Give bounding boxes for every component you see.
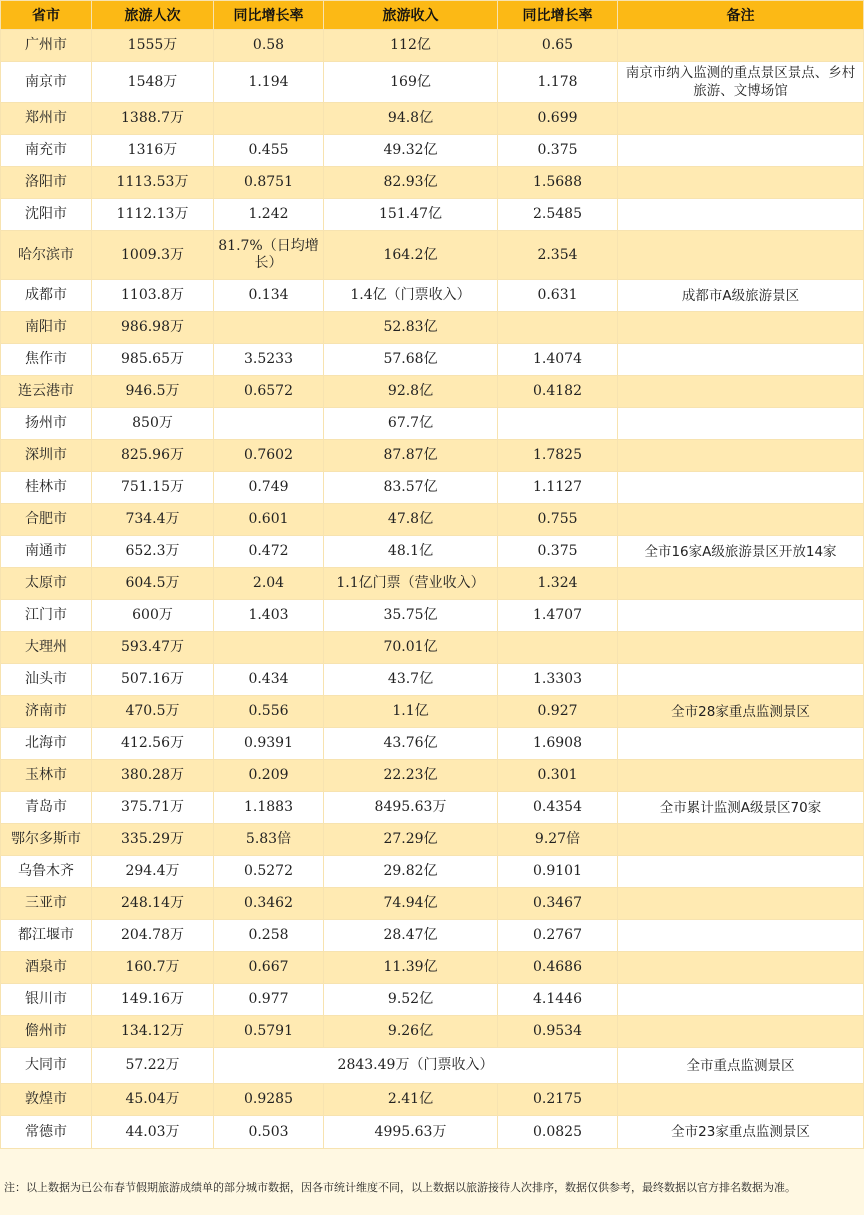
revenue-cell: 8495.63万 <box>324 792 498 824</box>
note-cell <box>618 103 864 135</box>
note-cell <box>618 504 864 536</box>
revenue-cell: 87.87亿 <box>324 440 498 472</box>
note-cell <box>618 1084 864 1116</box>
note-cell <box>618 30 864 62</box>
city-cell: 江门市 <box>1 600 92 632</box>
table-row <box>1 312 864 344</box>
city-cell: 南通市 <box>1 536 92 568</box>
note-cell <box>618 664 864 696</box>
revenue-growth-cell: 0.375 <box>498 536 618 568</box>
table-row <box>1 952 864 984</box>
revenue-cell: 82.93亿 <box>324 167 498 199</box>
revenue-cell: 27.29亿 <box>324 824 498 856</box>
note-cell <box>618 984 864 1016</box>
city-cell: 酒泉市 <box>1 952 92 984</box>
note-cell <box>618 440 864 472</box>
note-cell <box>618 231 864 280</box>
footnote: 注：以上数据为已公布春节假期旅游成绩单的部分城市数据，因各市统计维度不同，以上数据以旅游接待人次排序，数据仅供参考，最终数据以官方排名数据为准。 <box>0 1174 864 1202</box>
revenue-growth-cell: 1.7825 <box>498 440 618 472</box>
city-cell: 乌鲁木齐 <box>1 856 92 888</box>
header-row <box>1 1 864 30</box>
header-city: 省市 <box>1 1 92 30</box>
table-row <box>1 1116 864 1149</box>
table-row <box>1 664 864 696</box>
table-row <box>1 30 864 62</box>
city-cell: 广州市 <box>1 30 92 62</box>
visitors-cell: 134.12万 <box>92 1016 214 1048</box>
city-cell: 北海市 <box>1 728 92 760</box>
table-row <box>1 856 864 888</box>
visitor-growth-cell: 0.58 <box>214 30 324 62</box>
note-cell <box>618 312 864 344</box>
city-cell: 青岛市 <box>1 792 92 824</box>
note-cell <box>618 344 864 376</box>
revenue-growth-cell: 0.699 <box>498 103 618 135</box>
revenue-cell: 164.2亿 <box>324 231 498 280</box>
revenue-cell: 11.39亿 <box>324 952 498 984</box>
visitor-growth-cell: 0.556 <box>214 696 324 728</box>
table-row <box>1 1016 864 1048</box>
visitor-growth-cell: 0.667 <box>214 952 324 984</box>
header-revenue-growth: 同比增长率 <box>498 1 618 30</box>
revenue-cell: 67.7亿 <box>324 408 498 440</box>
visitors-cell: 652.3万 <box>92 536 214 568</box>
revenue-cell: 1.4亿（门票收入） <box>324 280 498 312</box>
visitor-growth-cell: 0.455 <box>214 135 324 167</box>
visitor-growth-cell: 0.5791 <box>214 1016 324 1048</box>
note-cell: 全市累计监测A级景区70家 <box>618 792 864 824</box>
table-row <box>1 103 864 135</box>
visitor-growth-cell: 1.242 <box>214 199 324 231</box>
revenue-cell: 28.47亿 <box>324 920 498 952</box>
visitor-growth-cell <box>214 408 324 440</box>
table-row <box>1 231 864 280</box>
note-cell: 全市16家A级旅游景区开放14家 <box>618 536 864 568</box>
city-cell: 都江堰市 <box>1 920 92 952</box>
revenue-growth-cell: 0.375 <box>498 135 618 167</box>
revenue-growth-cell: 1.324 <box>498 568 618 600</box>
revenue-cell: 169亿 <box>324 62 498 103</box>
table-row <box>1 824 864 856</box>
note-cell <box>618 408 864 440</box>
revenue-growth-cell: 0.2175 <box>498 1084 618 1116</box>
visitor-growth-cell: 0.503 <box>214 1116 324 1149</box>
city-cell: 洛阳市 <box>1 167 92 199</box>
visitor-growth-cell: 0.8751 <box>214 167 324 199</box>
note-cell <box>618 472 864 504</box>
visitors-cell: 1103.8万 <box>92 280 214 312</box>
table-row <box>1 568 864 600</box>
revenue-growth-cell: 0.4686 <box>498 952 618 984</box>
visitor-growth-cell: 0.9391 <box>214 728 324 760</box>
visitor-growth-cell: 1.194 <box>214 62 324 103</box>
note-cell <box>618 888 864 920</box>
table-row <box>1 504 864 536</box>
table-row <box>1 920 864 952</box>
table-row <box>1 472 864 504</box>
visitor-growth-cell: 0.3462 <box>214 888 324 920</box>
revenue-cell: 83.57亿 <box>324 472 498 504</box>
visitor-growth-cell: 0.472 <box>214 536 324 568</box>
visitors-cell: 160.7万 <box>92 952 214 984</box>
revenue-growth-cell: 0.4182 <box>498 376 618 408</box>
visitors-cell: 1009.3万 <box>92 231 214 280</box>
revenue-growth-cell <box>498 312 618 344</box>
table-row <box>1 408 864 440</box>
city-cell: 哈尔滨市 <box>1 231 92 280</box>
table-row <box>1 376 864 408</box>
visitor-growth-cell: 0.749 <box>214 472 324 504</box>
header-visitor-growth: 同比增长率 <box>214 1 324 30</box>
revenue-cell: 94.8亿 <box>324 103 498 135</box>
note-cell: 全市28家重点监测景区 <box>618 696 864 728</box>
table-row <box>1 280 864 312</box>
visitors-cell: 45.04万 <box>92 1084 214 1116</box>
note-cell: 全市重点监测景区 <box>618 1048 864 1084</box>
revenue-cell: 49.32亿 <box>324 135 498 167</box>
table-row <box>1 344 864 376</box>
table-body <box>1 30 864 1149</box>
revenue-cell: 43.7亿 <box>324 664 498 696</box>
revenue-growth-cell: 1.3303 <box>498 664 618 696</box>
visitors-cell: 946.5万 <box>92 376 214 408</box>
visitor-growth-cell: 0.601 <box>214 504 324 536</box>
note-cell <box>618 920 864 952</box>
visitors-cell: 825.96万 <box>92 440 214 472</box>
city-cell: 玉林市 <box>1 760 92 792</box>
visitor-growth-cell: 81.7%（日均增长） <box>214 231 324 280</box>
visitor-growth-cell: 0.9285 <box>214 1084 324 1116</box>
visitor-growth-cell: 0.134 <box>214 280 324 312</box>
city-cell: 焦作市 <box>1 344 92 376</box>
city-cell: 银川市 <box>1 984 92 1016</box>
city-cell: 大同市 <box>1 1048 92 1084</box>
city-cell: 合肥市 <box>1 504 92 536</box>
table-row <box>1 167 864 199</box>
revenue-growth-cell: 1.6908 <box>498 728 618 760</box>
note-cell <box>618 952 864 984</box>
revenue-growth-cell: 4.1446 <box>498 984 618 1016</box>
note-cell <box>618 135 864 167</box>
revenue-cell: 52.83亿 <box>324 312 498 344</box>
visitors-cell: 412.56万 <box>92 728 214 760</box>
header-revenue: 旅游收入 <box>324 1 498 30</box>
city-cell: 三亚市 <box>1 888 92 920</box>
note-cell: 南京市纳入监测的重点景区景点、乡村旅游、文博场馆 <box>618 62 864 103</box>
revenue-cell: 2843.49万（门票收入） <box>214 1048 618 1084</box>
revenue-growth-cell: 1.178 <box>498 62 618 103</box>
revenue-growth-cell <box>498 408 618 440</box>
revenue-growth-cell: 0.4354 <box>498 792 618 824</box>
city-cell: 南京市 <box>1 62 92 103</box>
revenue-growth-cell: 1.5688 <box>498 167 618 199</box>
revenue-growth-cell: 9.27倍 <box>498 824 618 856</box>
note-cell <box>618 167 864 199</box>
revenue-cell: 48.1亿 <box>324 536 498 568</box>
revenue-growth-cell: 0.0825 <box>498 1116 618 1149</box>
note-cell <box>618 824 864 856</box>
table-row <box>1 792 864 824</box>
city-cell: 桂林市 <box>1 472 92 504</box>
city-cell: 深圳市 <box>1 440 92 472</box>
visitor-growth-cell: 1.403 <box>214 600 324 632</box>
visitors-cell: 850万 <box>92 408 214 440</box>
visitor-growth-cell: 0.258 <box>214 920 324 952</box>
visitor-growth-cell: 0.5272 <box>214 856 324 888</box>
revenue-cell: 29.82亿 <box>324 856 498 888</box>
revenue-cell: 151.47亿 <box>324 199 498 231</box>
city-cell: 成都市 <box>1 280 92 312</box>
table-row <box>1 600 864 632</box>
visitors-cell: 1388.7万 <box>92 103 214 135</box>
city-cell: 常德市 <box>1 1116 92 1149</box>
visitor-growth-cell: 2.04 <box>214 568 324 600</box>
revenue-cell: 1.1亿门票（营业收入） <box>324 568 498 600</box>
table-row <box>1 728 864 760</box>
visitors-cell: 1113.53万 <box>92 167 214 199</box>
visitors-cell: 986.98万 <box>92 312 214 344</box>
visitors-cell: 335.29万 <box>92 824 214 856</box>
visitors-cell: 380.28万 <box>92 760 214 792</box>
note-cell <box>618 856 864 888</box>
city-cell: 南阳市 <box>1 312 92 344</box>
visitors-cell: 507.16万 <box>92 664 214 696</box>
revenue-growth-cell: 2.354 <box>498 231 618 280</box>
table-row <box>1 536 864 568</box>
revenue-cell: 9.52亿 <box>324 984 498 1016</box>
visitor-growth-cell: 1.1883 <box>214 792 324 824</box>
visitors-cell: 1112.13万 <box>92 199 214 231</box>
table-row <box>1 760 864 792</box>
visitors-cell: 985.65万 <box>92 344 214 376</box>
city-cell: 敦煌市 <box>1 1084 92 1116</box>
visitor-growth-cell: 0.434 <box>214 664 324 696</box>
note-cell <box>618 376 864 408</box>
revenue-cell: 74.94亿 <box>324 888 498 920</box>
note-cell <box>618 760 864 792</box>
revenue-growth-cell: 0.9534 <box>498 1016 618 1048</box>
revenue-cell: 43.76亿 <box>324 728 498 760</box>
visitor-growth-cell: 5.83倍 <box>214 824 324 856</box>
revenue-cell: 70.01亿 <box>324 632 498 664</box>
city-cell: 南充市 <box>1 135 92 167</box>
header-visitors: 旅游人次 <box>92 1 214 30</box>
city-cell: 太原市 <box>1 568 92 600</box>
revenue-cell: 112亿 <box>324 30 498 62</box>
city-cell: 济南市 <box>1 696 92 728</box>
header-note: 备注 <box>618 1 864 30</box>
revenue-cell: 22.23亿 <box>324 760 498 792</box>
note-cell <box>618 600 864 632</box>
visitors-cell: 734.4万 <box>92 504 214 536</box>
city-cell: 汕头市 <box>1 664 92 696</box>
table-row <box>1 1084 864 1116</box>
note-cell: 全市23家重点监测景区 <box>618 1116 864 1149</box>
visitors-cell: 57.22万 <box>92 1048 214 1084</box>
table-row <box>1 135 864 167</box>
visitors-cell: 751.15万 <box>92 472 214 504</box>
visitors-cell: 1548万 <box>92 62 214 103</box>
city-cell: 大理州 <box>1 632 92 664</box>
table-row <box>1 632 864 664</box>
revenue-cell: 4995.63万 <box>324 1116 498 1149</box>
city-cell: 儋州市 <box>1 1016 92 1048</box>
visitors-cell: 375.71万 <box>92 792 214 824</box>
revenue-cell: 35.75亿 <box>324 600 498 632</box>
visitors-cell: 248.14万 <box>92 888 214 920</box>
visitor-growth-cell: 0.977 <box>214 984 324 1016</box>
visitors-cell: 600万 <box>92 600 214 632</box>
city-cell: 郑州市 <box>1 103 92 135</box>
revenue-growth-cell: 0.755 <box>498 504 618 536</box>
revenue-growth-cell: 0.3467 <box>498 888 618 920</box>
table-row <box>1 888 864 920</box>
visitors-cell: 604.5万 <box>92 568 214 600</box>
visitors-cell: 204.78万 <box>92 920 214 952</box>
visitors-cell: 44.03万 <box>92 1116 214 1149</box>
city-cell: 扬州市 <box>1 408 92 440</box>
revenue-growth-cell: 0.631 <box>498 280 618 312</box>
visitor-growth-cell <box>214 103 324 135</box>
revenue-growth-cell: 0.65 <box>498 30 618 62</box>
revenue-cell: 92.8亿 <box>324 376 498 408</box>
note-cell <box>618 632 864 664</box>
table-row <box>1 199 864 231</box>
note-cell <box>618 568 864 600</box>
revenue-growth-cell: 0.9101 <box>498 856 618 888</box>
revenue-cell: 9.26亿 <box>324 1016 498 1048</box>
table-row <box>1 440 864 472</box>
revenue-growth-cell <box>498 632 618 664</box>
revenue-growth-cell: 0.2767 <box>498 920 618 952</box>
revenue-cell: 2.41亿 <box>324 1084 498 1116</box>
visitor-growth-cell <box>214 632 324 664</box>
revenue-growth-cell: 1.4707 <box>498 600 618 632</box>
note-cell <box>618 728 864 760</box>
city-cell: 沈阳市 <box>1 199 92 231</box>
city-cell: 鄂尔多斯市 <box>1 824 92 856</box>
visitor-growth-cell: 3.5233 <box>214 344 324 376</box>
revenue-growth-cell: 0.301 <box>498 760 618 792</box>
visitor-growth-cell: 0.7602 <box>214 440 324 472</box>
note-cell <box>618 199 864 231</box>
table-row <box>1 984 864 1016</box>
table-row <box>1 62 864 103</box>
visitors-cell: 1316万 <box>92 135 214 167</box>
revenue-growth-cell: 2.5485 <box>498 199 618 231</box>
visitors-cell: 470.5万 <box>92 696 214 728</box>
revenue-growth-cell: 1.4074 <box>498 344 618 376</box>
visitor-growth-cell: 0.6572 <box>214 376 324 408</box>
revenue-cell: 47.8亿 <box>324 504 498 536</box>
note-cell <box>618 1016 864 1048</box>
visitor-growth-cell <box>214 312 324 344</box>
city-cell: 连云港市 <box>1 376 92 408</box>
visitors-cell: 149.16万 <box>92 984 214 1016</box>
visitors-cell: 1555万 <box>92 30 214 62</box>
table-row <box>1 696 864 728</box>
visitor-growth-cell: 0.209 <box>214 760 324 792</box>
table-row <box>1 1048 864 1084</box>
note-cell: 成都市A级旅游景区 <box>618 280 864 312</box>
visitors-cell: 294.4万 <box>92 856 214 888</box>
visitors-cell: 593.47万 <box>92 632 214 664</box>
revenue-cell: 1.1亿 <box>324 696 498 728</box>
revenue-growth-cell: 1.1127 <box>498 472 618 504</box>
revenue-cell: 57.68亿 <box>324 344 498 376</box>
revenue-growth-cell: 0.927 <box>498 696 618 728</box>
